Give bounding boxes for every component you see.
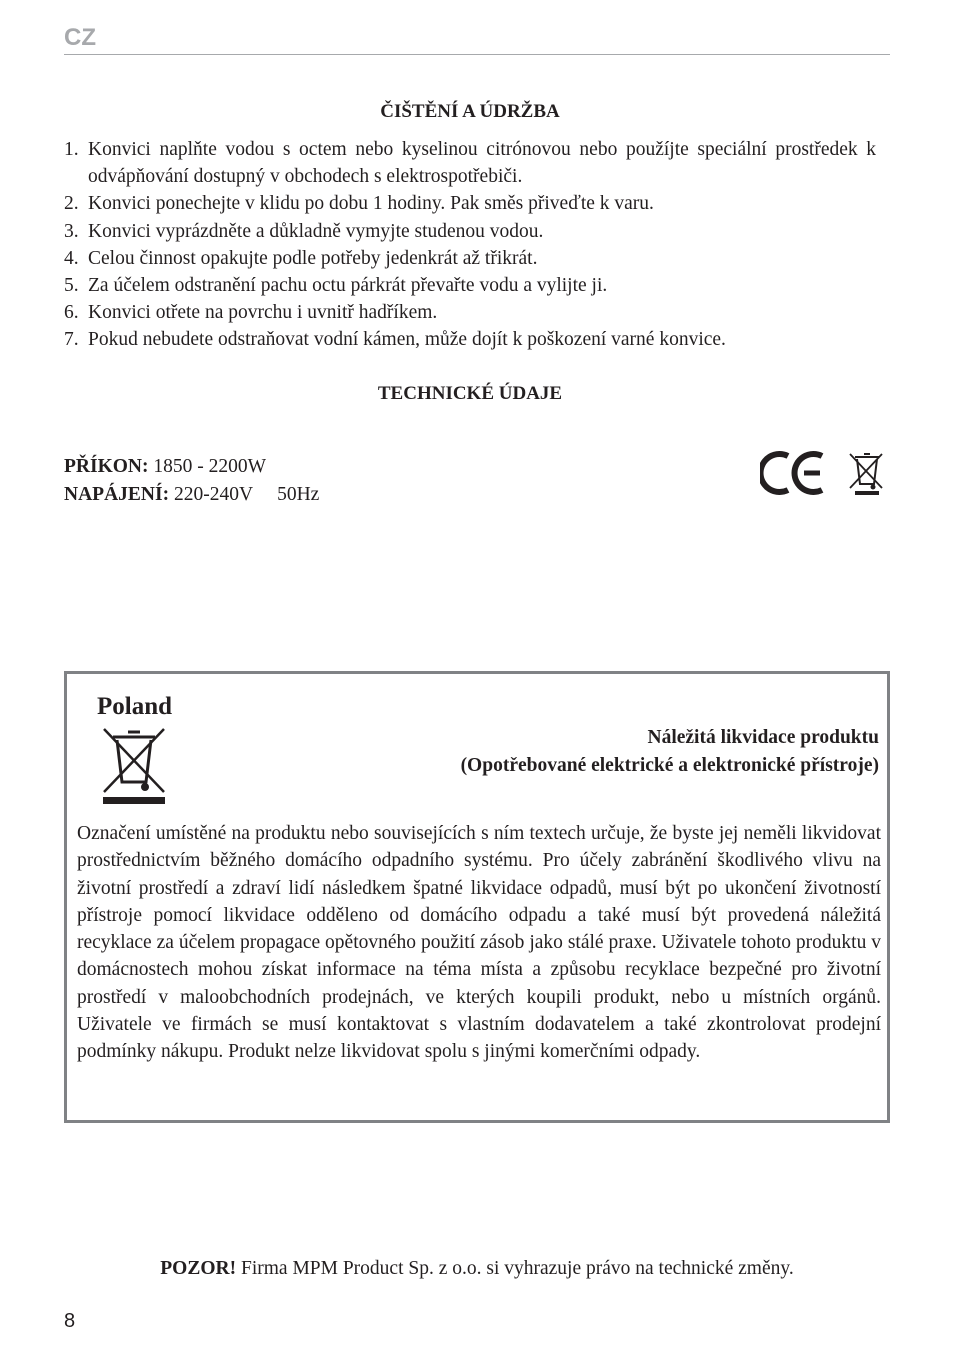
- technical-heading: TECHNICKÉ ÚDAJE: [377, 383, 563, 404]
- crossed-out-wheelie-bin-icon: [99, 724, 169, 806]
- page-number: 8: [64, 1310, 76, 1332]
- step-text: Konvici ponechejte v klidu po dobu 1 hodiny. Pak směs přiveďte k varu.: [88, 193, 654, 215]
- supply-value: 220-240V 50Hz: [169, 484, 320, 505]
- step-text: Celou činnost opakujte podle potřeby jedenkrát až třikrát.: [88, 247, 538, 269]
- list-item: [64, 272, 876, 299]
- list-item: [64, 190, 876, 217]
- supply-label: NAPÁJENÍ:: [64, 484, 170, 505]
- step-text: Za účelem odstranění pachu octu párkrát převařte vodu a vylijte ji.: [88, 275, 608, 297]
- power-spec: [64, 453, 266, 480]
- step-text: Konvici otřete na povrchu i uvnitř hadříkem.: [88, 302, 438, 324]
- step-text: Pokud nebudete odstraňovat vodní kámen, může dojít k poškození varné konvice.: [88, 329, 726, 351]
- list-item: [64, 299, 876, 326]
- step-text: Konvici vyprázdněte a důkladně vymyjte studenou vodou.: [88, 220, 544, 242]
- step-number: 2.: [64, 193, 79, 215]
- disposal-title: [461, 724, 879, 780]
- crossed-out-wheelie-bin-icon: [846, 450, 886, 496]
- notice-label: POZOR!: [160, 1258, 237, 1279]
- disposal-title-line2: (Opotřebované elektrické a elektronické přístroje): [460, 755, 879, 776]
- supply-spec: [64, 481, 319, 508]
- step-number: 4.: [64, 247, 79, 269]
- notice-line: [64, 1256, 890, 1282]
- list-item: [64, 136, 876, 190]
- notice-text: Firma MPM Product Sp. z o.o. si vyhrazuje právo na technické změny.: [236, 1258, 794, 1279]
- step-number: 3.: [64, 220, 79, 242]
- disposal-info-box: [64, 671, 890, 1123]
- disposal-title-line1: Náležitá likvidace produktu: [647, 727, 879, 748]
- country-name: Poland: [97, 693, 173, 720]
- power-label: PŘÍKON:: [64, 456, 149, 477]
- step-text: Konvici naplňte vodou s octem nebo kyselinou citrónovou nebo použíjte speciální prostředek k odvápňování dostupný v obchodech s elektrospotřebiči.: [88, 139, 876, 188]
- step-number: 7.: [64, 329, 79, 351]
- ce-mark-icon: [760, 450, 826, 496]
- cleaning-heading: ČIŠTĚNÍ A ÚDRŽBA: [380, 101, 560, 122]
- step-number: 5.: [64, 275, 79, 297]
- step-number: 6.: [64, 302, 79, 324]
- header-divider: [64, 54, 890, 55]
- language-code: CZ: [64, 24, 96, 51]
- list-item: [64, 245, 876, 272]
- step-number: 1.: [64, 139, 79, 160]
- power-value: 1850 - 2200W: [148, 456, 267, 477]
- list-item: [64, 326, 876, 353]
- list-item: [64, 218, 876, 245]
- cleaning-steps: [64, 136, 876, 354]
- disposal-body-text: Označení umístěné na produktu nebo souvisejících s ním textech určuje, že byste jej neměli likvidovat prostřednictvím běžného domácího odpadního systému. Pro účely zabránění škodlivého vlivu na životní prostředí a zdraví lidí následkem špatné likvidace odpadů, musí být po ukončení životností přístroje pomocí likvidace odděleno od domácího odpadu a také musí být provedená náležitá recyklace za účelem propagace opětovného použití zásob jako stálé praxe. Uživatele tohoto produktu v domácnostech mohou získat informace na téma místa a způsobu recyklace bezpečné pro životní prostředí v maloobchodních prodejnách, ve kterých koupili produkt, nebo u místních orgánů. Uživatele ve firmách se musí kontaktovat s vlastním dodavatelem a také zkontrolovat prodejní podmínky nákupu. Produkt nelze likvidovat spolu s jinými komerčními odpady.: [77, 823, 881, 1063]
